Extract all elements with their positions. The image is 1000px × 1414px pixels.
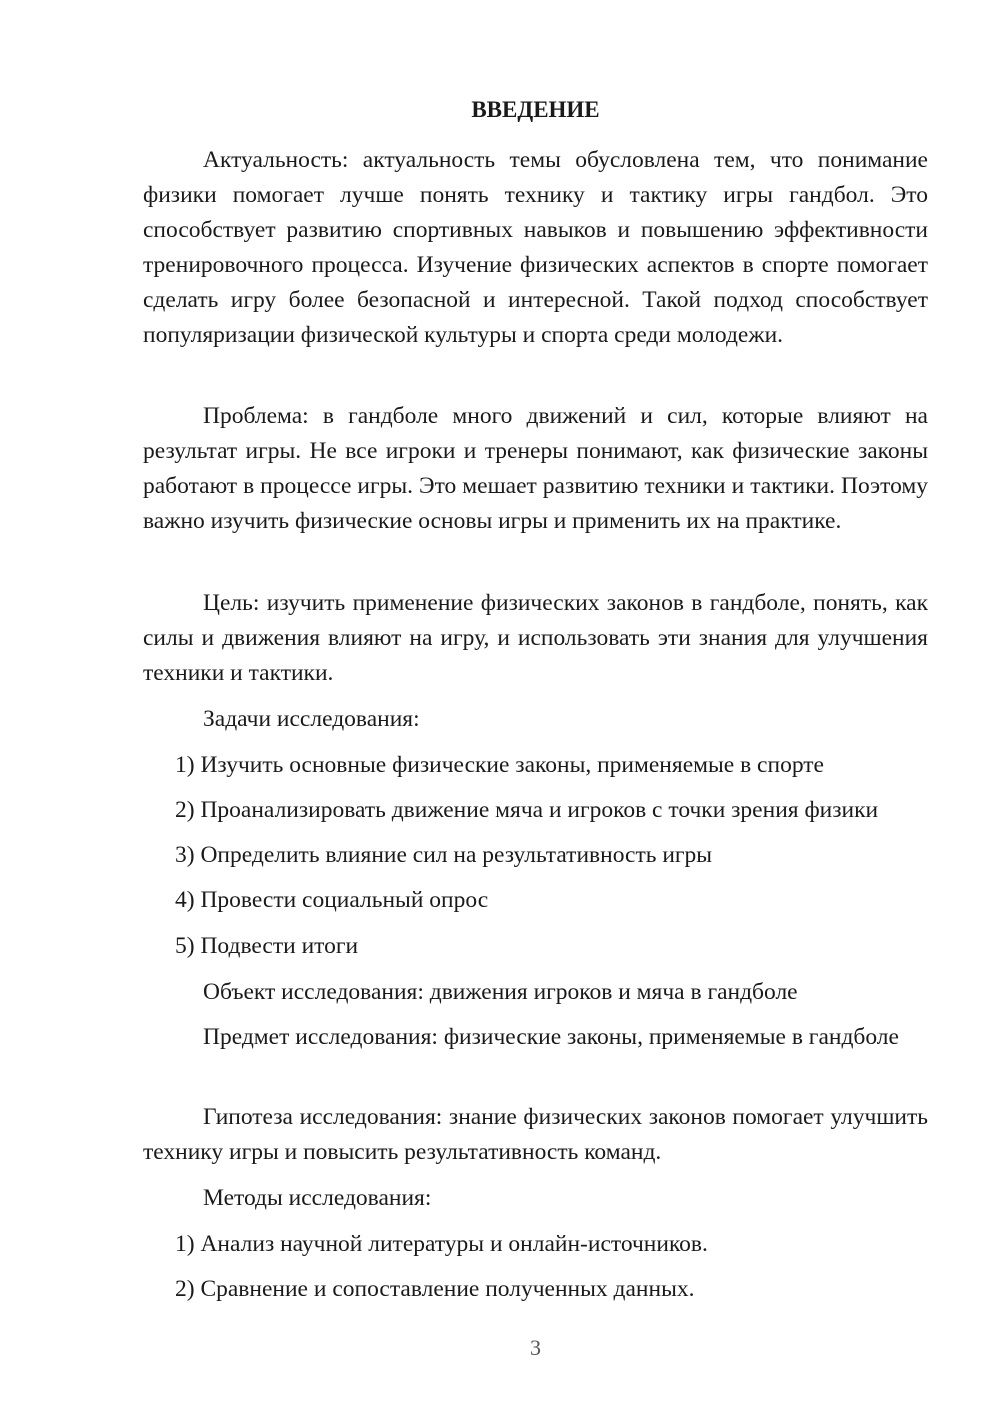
method-item: 1) Анализ научной литературы и онлайн-источников.	[175, 1231, 708, 1257]
task-item: 4) Провести социальный опрос	[175, 887, 489, 913]
paragraph-object: Объект исследования: движения игроков и мяча в гандболе	[203, 979, 798, 1005]
page-number: 3	[530, 1335, 541, 1360]
document-page	[143, 0, 928, 1414]
paragraph-relevance: Актуальность: актуальность темы обусловлена тем, что понимание физики помогает лучше понять технику и тактику игры гандбол. Это способствует развитию спортивных навыков и повышению эффективности тренировочного процесса. Изучение физических аспектов в спорте помогает сделать игру более безопасной и интересной. Такой подход способствует популяризации физической культуры и спорта среди молодежи.	[143, 147, 928, 348]
task-item: 2) Проанализировать движение мяча и игроков с точки зрения физики	[175, 797, 879, 823]
paragraph-hypothesis: Гипотеза исследования: знание физических законов помогает улучшить технику игры и повысить результативность команд.	[143, 1104, 928, 1165]
paragraph-problem: Проблема: в гандболе много движений и сил, которые влияют на результат игры. Не все игроки и тренеры понимают, как физические законы работают в процессе игры. Это мешает развитию техники и тактики. Поэтому важно изучить физические основы игры и применить их на практике.	[143, 403, 928, 534]
method-item: 2) Сравнение и сопоставление полученных данных.	[175, 1276, 695, 1302]
paragraph-goal: Цель: изучить применение физических законов в гандболе, понять, как силы и движения влияют на игру, и использовать эти знания для улучшения техники и тактики.	[143, 590, 928, 686]
task-item: 3) Определить влияние сил на результативность игры	[175, 842, 713, 868]
tasks-heading: Задачи исследования:	[203, 706, 420, 732]
task-item: 1) Изучить основные физические законы, применяемые в спорте	[175, 752, 824, 778]
methods-heading: Методы исследования:	[203, 1185, 432, 1211]
section-title: ВВЕДЕНИЕ	[471, 97, 600, 122]
task-item: 5) Подвести итоги	[175, 933, 359, 959]
paragraph-subject: Предмет исследования: физические законы, применяемые в гандболе	[203, 1024, 899, 1050]
